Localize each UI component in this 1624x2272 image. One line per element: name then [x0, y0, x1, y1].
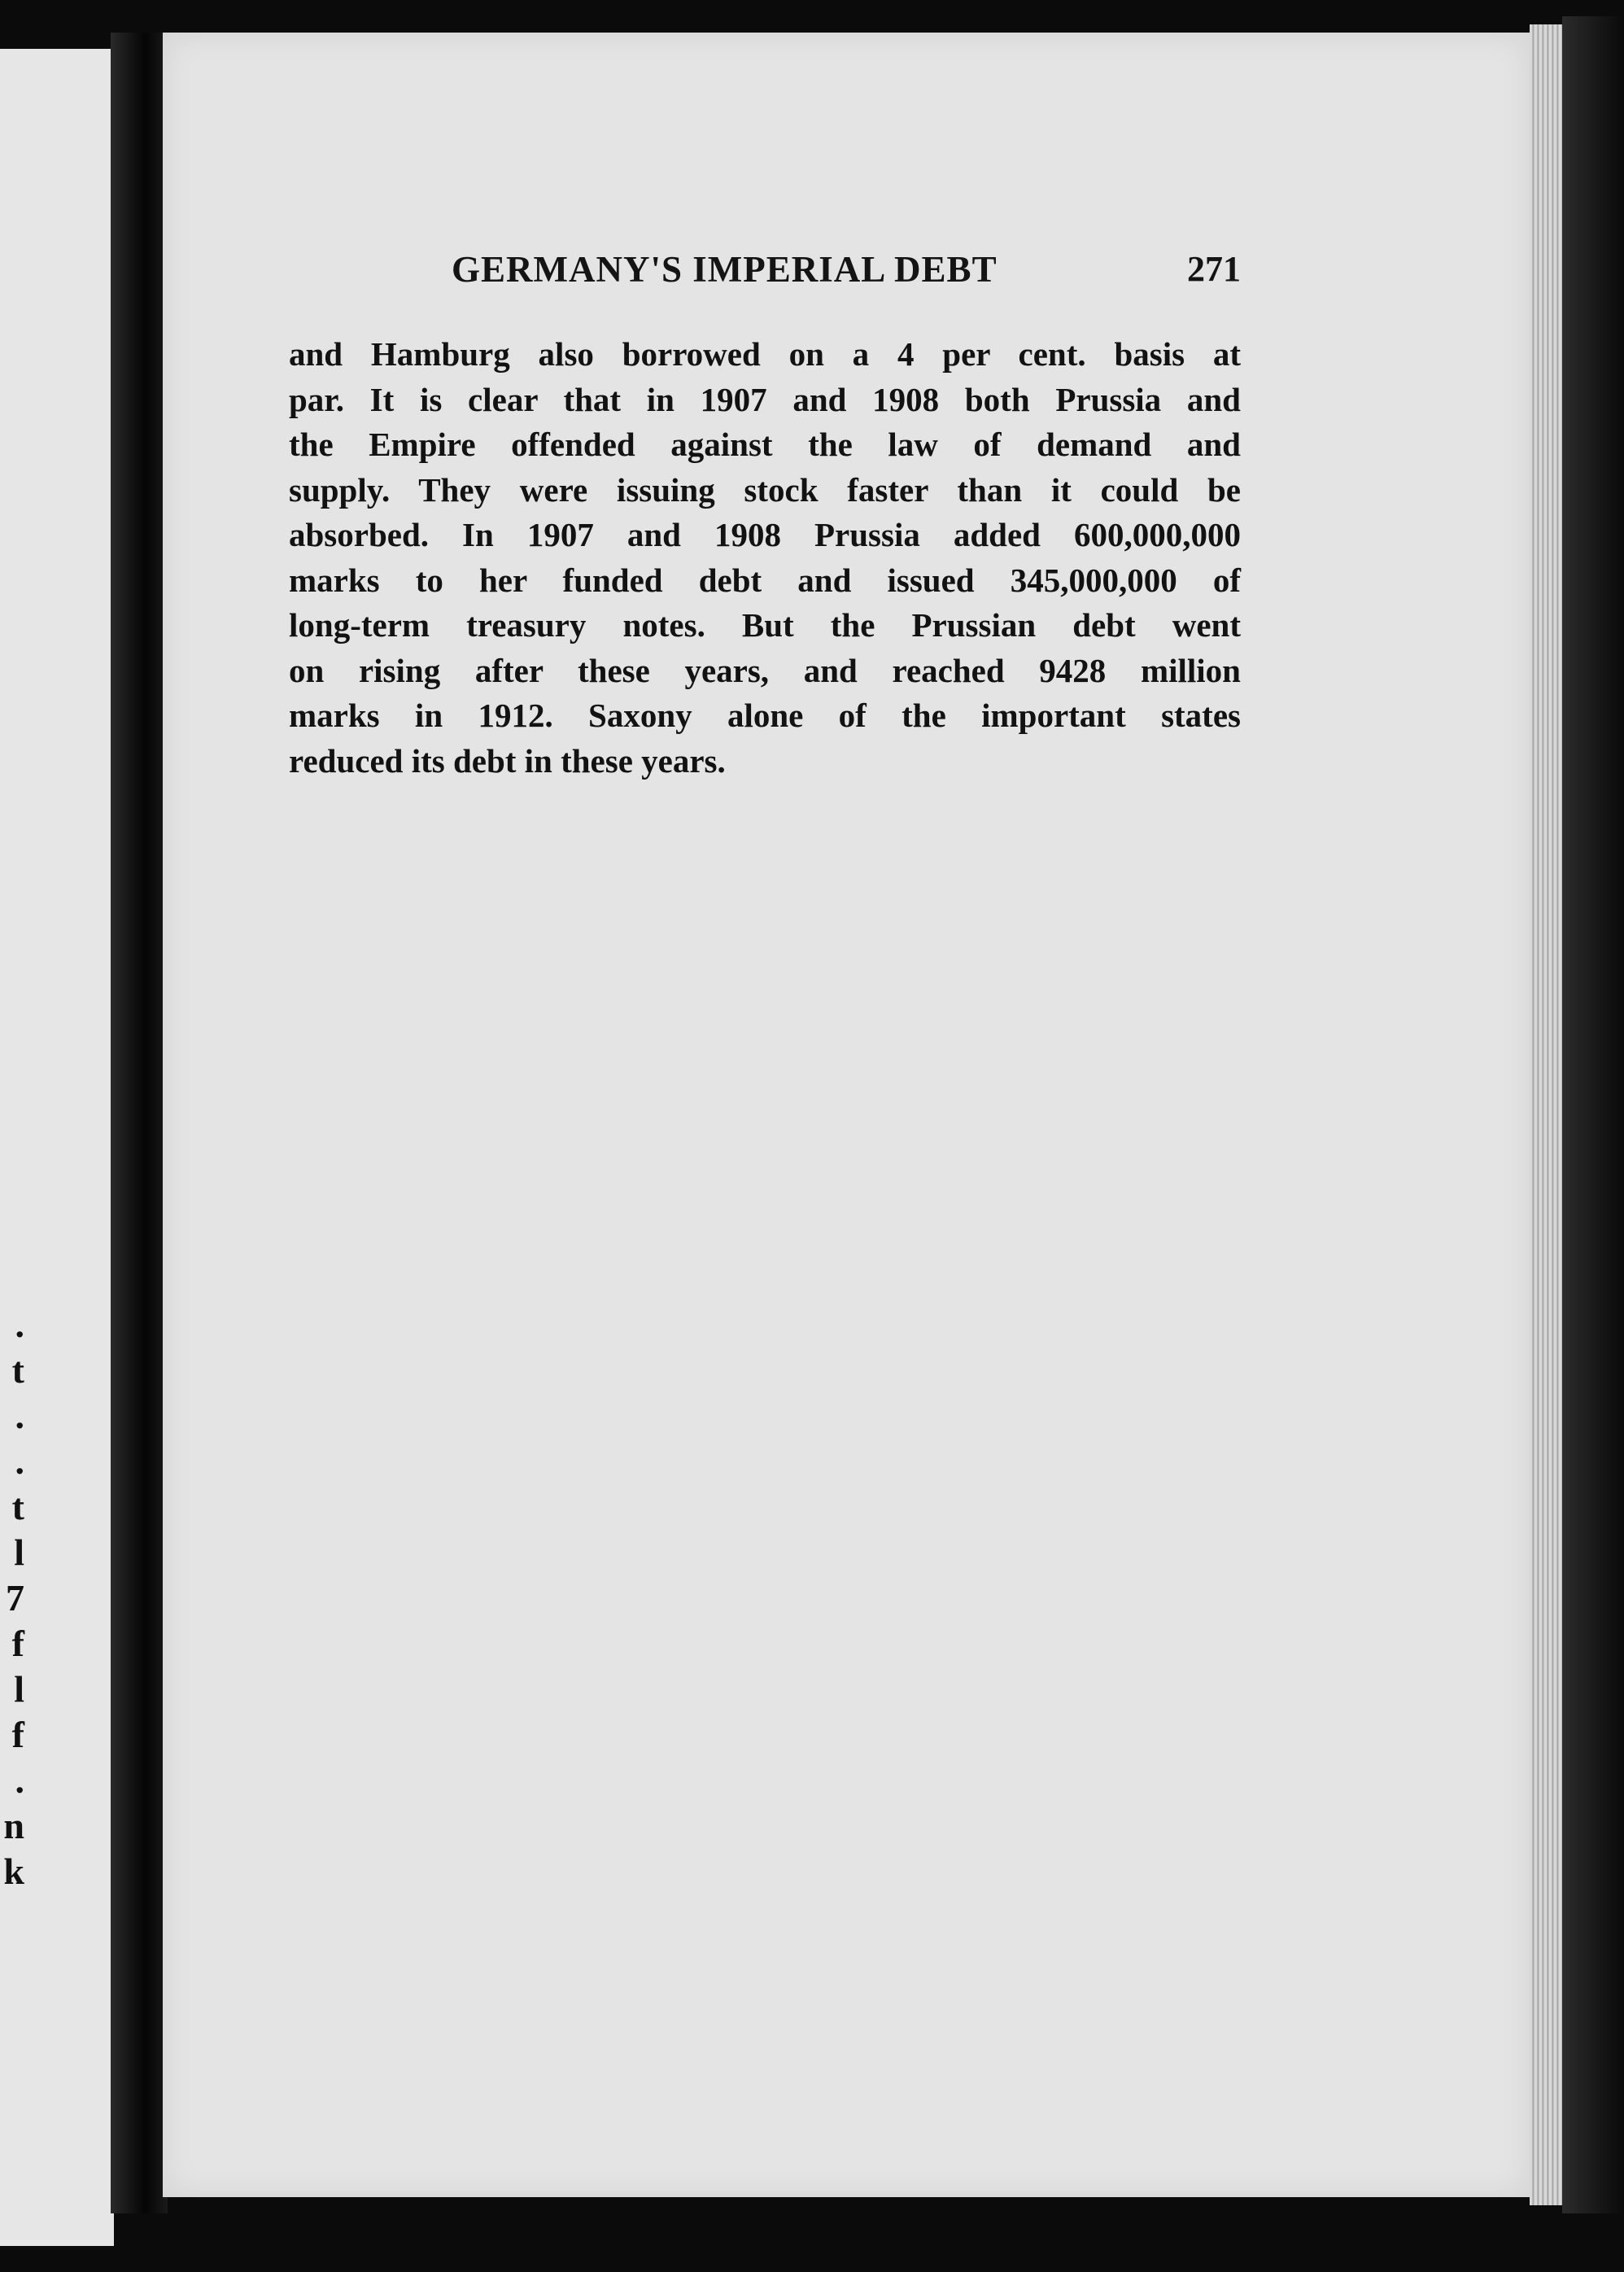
text-line: marks to her funded debt and issued 345,000,000 of — [289, 561, 1241, 599]
text-line: supply. They were issuing stock faster than it could be — [289, 470, 1241, 509]
page-edges — [1530, 24, 1562, 2205]
book-cover-edge — [1562, 16, 1624, 2213]
text-line: the Empire offended against the law of demand and — [289, 426, 1241, 463]
text-line: and Hamburg also borrowed on a 4 per cent. basis at — [289, 335, 1241, 373]
text-line: par. It is clear that in 1907 and 1908 both Prussia and — [289, 380, 1241, 418]
left-fragment: t — [11, 1486, 24, 1527]
left-fragment: . — [15, 1440, 24, 1482]
left-fragment: k — [3, 1850, 24, 1892]
text-line: long-term treasury notes. But the Prussian debt went — [289, 606, 1241, 644]
page-number: 271 — [1187, 249, 1241, 289]
left-fragment: f — [11, 1623, 24, 1664]
text-line: absorbed. In 1907 and 1908 Prussia added 600,000,000 — [289, 516, 1241, 553]
left-facing-page — [0, 49, 114, 2246]
running-title: GERMANY'S IMPERIAL DEBT — [452, 249, 998, 290]
text-line: reduced its debt in these years. — [289, 741, 726, 780]
text-line: marks in 1912. Saxony alone of the important states — [289, 697, 1241, 734]
left-fragment: l — [14, 1668, 24, 1710]
left-page-text-fragments — [0, 1302, 24, 1894]
text-line: on rising after these years, and reached 9428 million — [289, 651, 1241, 689]
left-fragment: . — [15, 1759, 24, 1801]
book-gutter — [111, 33, 168, 2213]
body-paragraph — [289, 332, 1241, 784]
left-fragment: n — [3, 1805, 24, 1846]
page-header — [289, 248, 1241, 305]
left-fragment: f — [11, 1714, 24, 1755]
left-fragment: . — [15, 1304, 24, 1345]
left-fragment: t — [11, 1349, 24, 1391]
left-fragment: 7 — [6, 1577, 24, 1619]
left-fragment: . — [15, 1395, 24, 1436]
left-fragment: l — [14, 1531, 24, 1573]
